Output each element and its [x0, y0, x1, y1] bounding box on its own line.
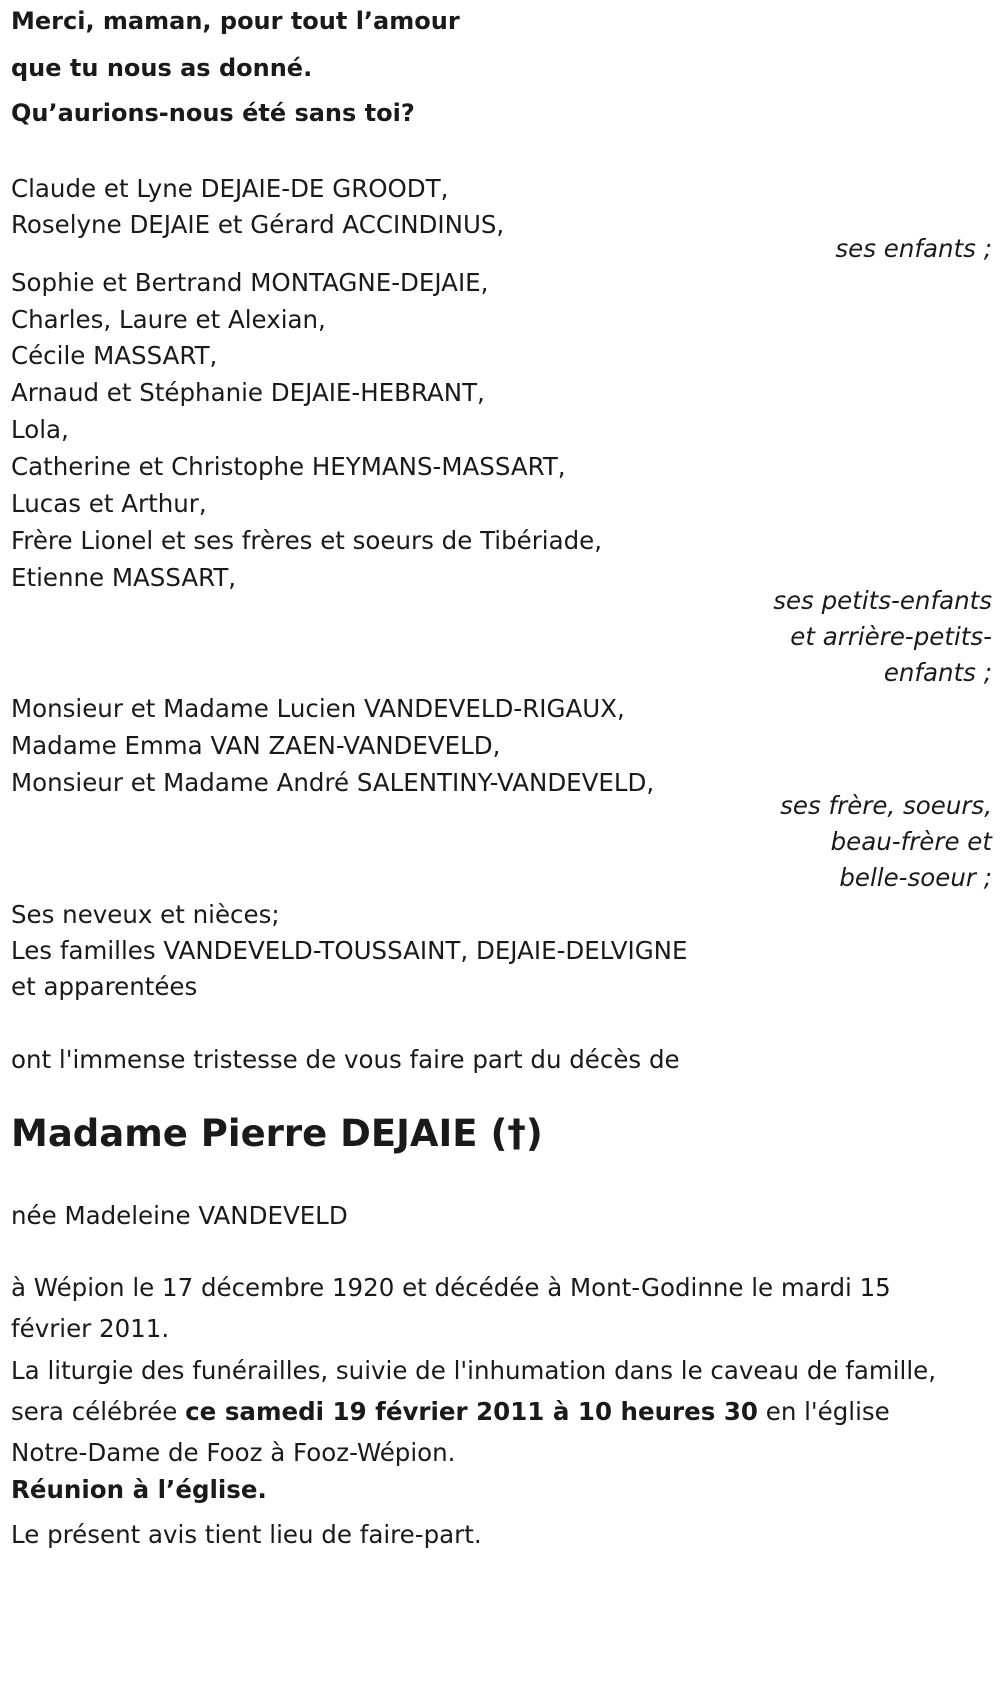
intro-line: que tu nous as donné. [11, 54, 313, 82]
grandchildren-line: Frère Lionel et ses frères et soeurs de Tibériade, [11, 526, 603, 555]
grandchildren-label: et arrière-petits- [790, 622, 992, 651]
grandchildren-line: Etienne MASSART, [11, 563, 237, 592]
others-line: et apparentées [11, 972, 198, 1001]
funeral-text: La liturgie des funérailles, suivie de l'inhumation dans le caveau de famille, sera célébrée [11, 1356, 937, 1426]
intro-line: Qu’aurions-nous été sans toi? [11, 99, 415, 127]
meeting-note: Réunion à l’église. [11, 1475, 267, 1504]
grandchildren-line: Arnaud et Stéphanie DEJAIE-HEBRANT, [11, 378, 485, 407]
grandchildren-label: ses petits-enfants [773, 586, 992, 615]
siblings-label: ses frère, soeurs, [780, 791, 992, 820]
funeral-text: en l'église Notre-Dame de Fooz à Fooz-Wépion. [11, 1397, 890, 1467]
children-line: Roselyne DEJAIE et Gérard ACCINDINUS, [11, 210, 505, 239]
grandchildren-line: Cécile MASSART, [11, 341, 218, 370]
children-line: Claude et Lyne DEJAIE-DE GROODT, [11, 174, 449, 203]
siblings-line: Monsieur et Madame André SALENTINY-VANDEVELD, [11, 768, 655, 797]
grandchildren-line: Charles, Laure et Alexian, [11, 305, 326, 334]
siblings-line: Monsieur et Madame Lucien VANDEVELD-RIGAUX, [11, 694, 625, 723]
siblings-label: beau-frère et [830, 827, 992, 856]
deceased-name: Madame Pierre DEJAIE (†) [11, 1112, 543, 1155]
others-line: Les familles VANDEVELD-TOUSSAINT, DEJAIE-DELVIGNE [11, 936, 688, 965]
grandchildren-line: Lola, [11, 415, 69, 444]
announcement: ont l'immense tristesse de vous faire part du décès de [11, 1045, 680, 1074]
children-label: ses enfants ; [835, 234, 992, 263]
birth-death-info: à Wépion le 17 décembre 1920 et décédée à Mont-Godinne le mardi 15 février 2011. [11, 1273, 891, 1343]
funeral-date: ce samedi 19 février 2011 à 10 heures 30 [185, 1397, 758, 1426]
grandchildren-label: enfants ; [883, 658, 992, 687]
grandchildren-line: Catherine et Christophe HEYMANS-MASSART, [11, 452, 566, 481]
maiden-name: née Madeleine VANDEVELD [11, 1201, 348, 1230]
others-line: Ses neveux et nièces; [11, 900, 280, 929]
funeral-info [11, 1350, 971, 1473]
siblings-label: belle-soeur ; [839, 863, 992, 892]
grandchildren-line: Sophie et Bertrand MONTAGNE-DEJAIE, [11, 268, 489, 297]
closing-note: Le présent avis tient lieu de faire-part. [11, 1520, 482, 1549]
siblings-line: Madame Emma VAN ZAEN-VANDEVELD, [11, 731, 501, 760]
grandchildren-line: Lucas et Arthur, [11, 489, 207, 518]
intro-line: Merci, maman, pour tout l’amour [11, 7, 460, 35]
